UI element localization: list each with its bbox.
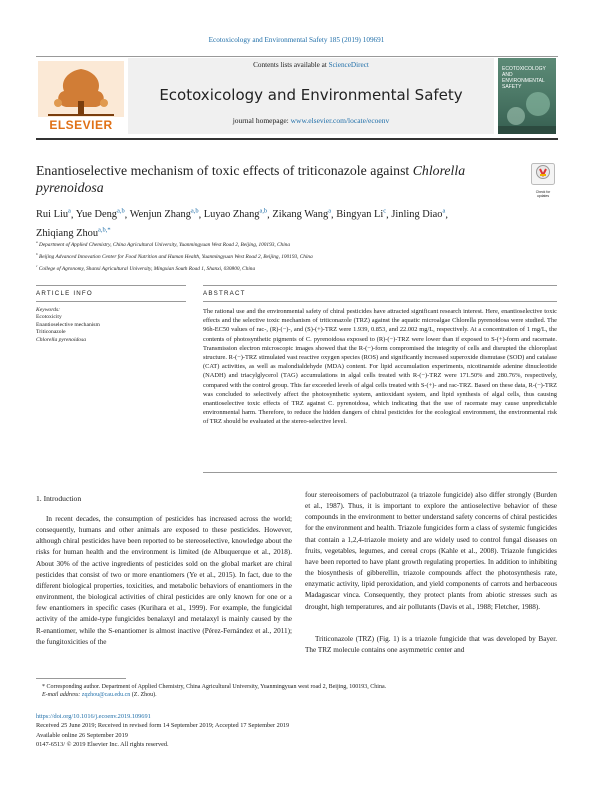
author[interactable]: Zikang Wang$^a$	[272, 208, 332, 221]
affiliation: $^a$ Department of Applied Chemistry, China Agricultural University, Yuanmingyuan West Road 2, Beijing, 100193, China	[36, 240, 290, 248]
journal-title: Ecotoxicology and Environmental Safety	[159, 86, 463, 104]
doi-link[interactable]: https://doi.org/10.1016/j.ecoenv.2019.109691	[36, 713, 151, 720]
header-bottom-rule	[36, 138, 558, 140]
title-main: Enantioselective mechanism of toxic effects of triticonazole against	[36, 163, 413, 178]
keyword: Ecotoxicity	[36, 314, 62, 321]
keyword: Chlorella pyrenoidosa	[36, 336, 87, 343]
title-species: Chlorella pyrenoidosa	[36, 163, 466, 195]
publisher-name: ELSEVIER	[49, 118, 113, 132]
intro-left-column: In recent decades, the consumption of pesticides has increased across the world; consequently, humans and other animals are exposed to these pesticides. However, although chiral pesticides have been reported to be stereoselective, knowledge about the risks for human health and the environment is limited (de Albuquerque et al., 2018). About 30% of the active ingredients of pesticides sold on the global market are chiral pesticides that consist of two or more enantiomers (Ye et al., 2015). In fact, due to the different biological properties, toxicities, and metabolic behaviors of enantiomers in the environment, the biological activities of chiral pesticides are only known for one or a few enantiomers in specific cases (Kurihara et al., 1999). For example, the fungicidal activity of the amide-type fungicides benalaxyl and metalaxyl is mainly caused by the R-enantiomer, while the S-enantiomer is almost inactive (Pérez-Fernández et al., 2011); the fungitoxicities of the	[36, 515, 292, 646]
intro-right-column-p1: four stereoisomers of paclobutrazol (a triazole fungicide) also differ strongly (Burden et al., 1987). Thus, it is important to explore the antioselective behavior of these compounds in the environment to better understand safety concerns of chiral pesticides for the environment and health. Triazole fungicides form a class of systemic fungicides that contain a 1,2,4-triazole moiety and are widely used to control fungal diseases on fruits, vegetables, legumes, and cereal crops (Kahle et al., 2008). Triazole fungicides have been reported to have plant growth regulating properties. In addition to inhibiting the biosynthesis of gibberellin, triazole compounds affect the photosynthesis rate, enzymatic activity, lipid peroxidation, and yield components of carrots and herbaceous Madagascar vinca. Consequently, they protect plants from abiotic stresses such as drought, high temperatures, and air pollutants (Davis et al., 1988; Fletcher, 1988).	[305, 491, 557, 611]
header-top-rule	[36, 56, 558, 57]
section-heading-introduction: 1. Introduction	[36, 494, 82, 503]
affiliation: $^b$ Beijing Advanced Innovation Center for Food Nutrition and Human Health, Yuanmingyuan West Road 2, Beijing, 100193, China	[36, 252, 313, 260]
abstract-heading: ABSTRACT	[203, 290, 246, 297]
contents-prefix: Contents lists available at	[253, 61, 329, 69]
copyright: 0147-6513/ © 2019 Elsevier Inc. All rights reserved.	[36, 740, 169, 748]
article-info-top-rule	[36, 285, 186, 286]
corresponding-author-footnote	[36, 683, 556, 699]
intro-right-column-p2: Triticonazole (TRZ) (Fig. 1) is a triazole fungicide that was developed by Bayer. The TRZ molecule contains one asymmetric center and	[305, 635, 557, 655]
footnote-rule	[36, 678, 126, 679]
article-info-bottom-rule	[36, 301, 186, 302]
author[interactable]: Wenjun Zhang$^{a,b}$	[129, 208, 199, 221]
check-for-updates-badge[interactable]	[531, 163, 555, 198]
keyword: Triticonazole	[36, 329, 66, 336]
homepage-link[interactable]: www.elsevier.com/locate/ecoenv	[290, 116, 390, 125]
author[interactable]: Yue Deng$^{a,b}$	[75, 208, 125, 221]
author[interactable]: Luyao Zhang$^{a,b}$	[203, 208, 268, 221]
author[interactable]: Bingyan Li$^c$	[336, 208, 387, 221]
author-list: Rui Liu$^a$, Yue Deng$^{a,b}$, Wenjun Zhang$^{a,b}$, Luyao Zhang$^{a,b}$, Zikang Wang$^a$, Bingyan Li$^c$, Jinling Diao$^a$, Zhiqiang Zhou$^{a,b,*}$	[36, 208, 448, 239]
homepage-prefix: journal homepage:	[232, 116, 291, 125]
author[interactable]: Jinling Diao$^a$	[391, 208, 446, 221]
affiliation: $^c$ College of Agronomy, Shanxi Agricultural University, Mingxian South Road 1, Shanxi, 030800, China	[36, 264, 256, 273]
received-dates: Received 25 June 2019; Received in revised form 14 September 2019; Accepted 17 September 2019	[36, 722, 290, 730]
author-email-link[interactable]: zqzhou@cau.edu.cn	[81, 692, 131, 699]
corresponding-author-text: * Corresponding author. Department of Applied Chemistry, China Agricultural University, Yuanmingyuan west road 2, Beijing, 100193, China.	[42, 684, 387, 690]
sciencedirect-link[interactable]: ScienceDirect	[328, 61, 369, 69]
crossmark-label: Check for updates	[535, 190, 551, 198]
journal-homepage-line	[128, 116, 494, 125]
keywords-label: Keywords:	[36, 307, 61, 313]
online-date: Available online 26 September 2019	[36, 731, 128, 739]
author[interactable]: Rui Liu$^a$	[36, 208, 71, 221]
affiliations	[36, 238, 556, 275]
article-info-heading: ARTICLE INFO	[36, 290, 93, 297]
keyword: Enantioselective mechanism	[36, 321, 100, 328]
abstract-end-rule	[203, 472, 557, 473]
abstract-text: The rational use and the environmental safety of chiral pesticides have attracted significant research interest. Here, enantioselective toxic effects and the selective toxic mechanism of triticonazole (TRZ) against the aquatic microalgae Chlorella pyrenoidosa were studied. The 96h-EC50 values of rac-, (R)-(−)-, and (S)-(+)-TRZ were 1.939, 0.853, and 22.002 mg/L, respectively. At a concentration of 1 mg/L, the contents of photosynthetic pigments of C. pyrenoidosa exposed to (R)-(−)-TRZ were lower than if exposed to S-(+)-form and racemate. Transmission electron microscopic images showed that the R-(−)-form compromised the integrity of cells and disrupted the chloroplast structure. R-(−)-TRZ stimulated vast reactive oxygen species (ROS) and significantly increased superoxide dismutase (SOD) and catalase (CAT) activities, as well as malondialdehyde (MDA) content. For lipid accumulation experiments, nicotinamide adenine dinucleotide (NADH) and triacylglycerol (TAG) accumulations in algal cells treated with R-(−)-TRZ were 171.50% and 280.76%, respectively, compared with the control group. This far exceeded levels of algal cells treated with S-(+)- and rac-TRZ. Based on these data, R-(−)-TRZ was concluded to selectively affect the photosynthetic system, antioxidant system, and lipid synthesis of algal cells, thus causing enantioselective toxic effects of TRZ against C. pyrenoidosa, which indicating that the use of racemate may cause unpredictable environmental harm. Therefore, to reduce the hidden dangers of chiral pesticides for the ecological environment, the environmental risk of TRZ should be evaluated at the stereo-selective level.	[203, 308, 557, 426]
cover-title: ECOTOXICOLOGY AND ENVIRONMENTAL SAFETY	[502, 66, 546, 90]
email-line: E-mail address: zqzhou@cau.edu.cn (Z. Zhou).	[42, 692, 157, 699]
article-title	[36, 162, 476, 196]
keywords-block	[36, 307, 176, 344]
abstract-bottom-rule	[203, 301, 557, 302]
journal-reference[interactable]: Ecotoxicology and Environmental Safety 185 (2019) 109691	[208, 36, 385, 44]
author[interactable]: Zhiqiang Zhou$^{a,b,*}$	[36, 226, 111, 239]
crossmark-icon	[531, 163, 555, 185]
abstract-top-rule	[203, 285, 557, 286]
contents-available-line	[128, 61, 494, 69]
article-metadata	[36, 712, 556, 749]
